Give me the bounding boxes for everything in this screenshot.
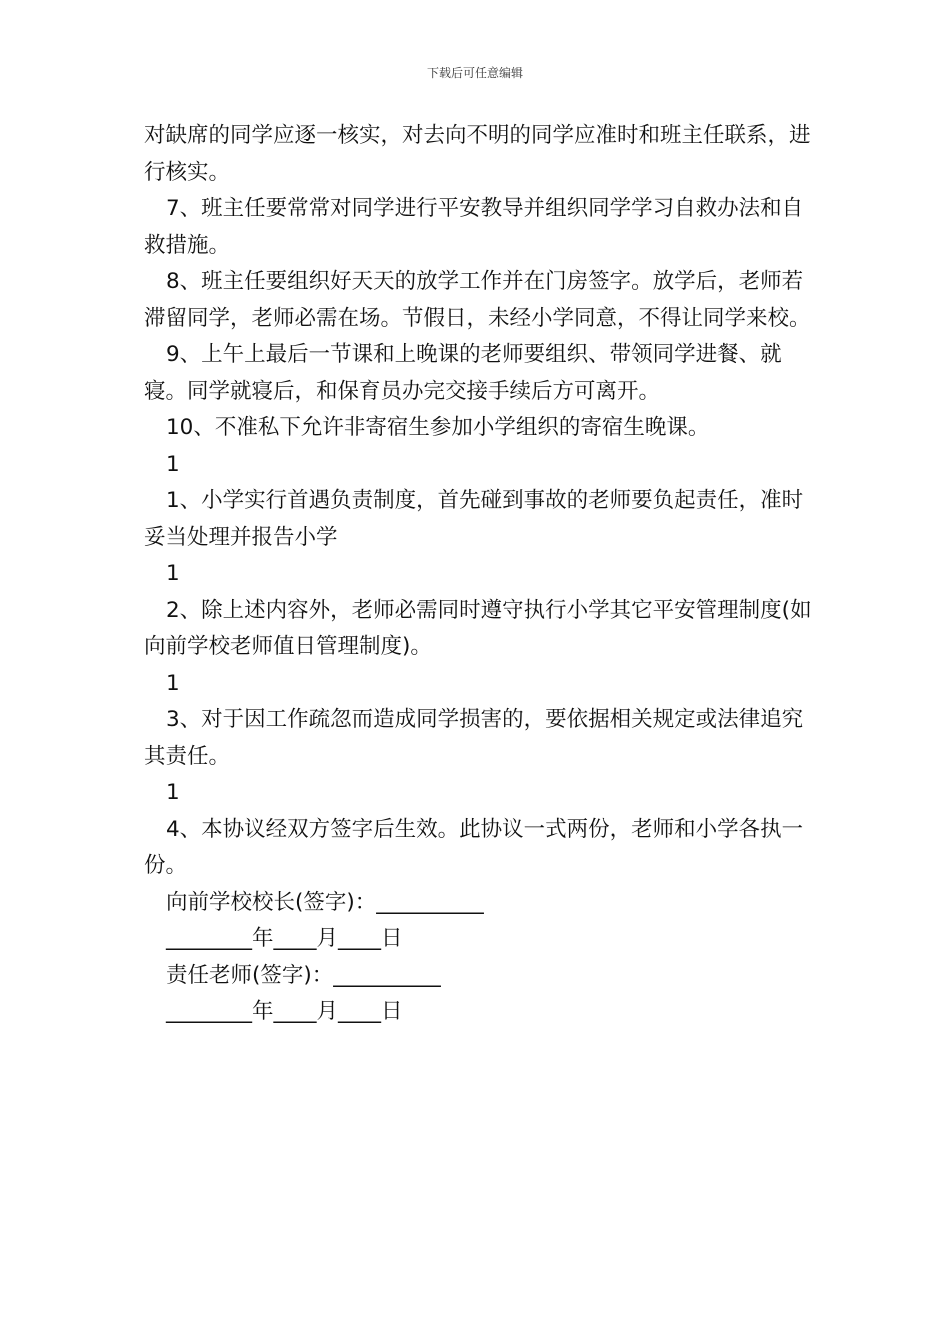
section-number: 1 (166, 451, 180, 477)
teacher-signature-line: 责任老师(签字)：__________ (166, 962, 441, 988)
clause-1: 1、小学实行首遇负责制度，首先碰到事故的老师要负起责任，准时妥当处理并报告小学 (144, 488, 804, 550)
paragraph-item-7: 7、班主任要常常对同学进行平安教导并组织同学学习自救办法和自救措施。 (144, 196, 804, 258)
principal-signature-line: 向前学校校长(签字)：__________ (166, 889, 484, 915)
page-header: 下载后可任意编辑 (426, 66, 523, 80)
teacher-date-line: ________年____月____日 (166, 999, 403, 1024)
section-number: 1 (166, 561, 180, 586)
section-number: 1 (166, 670, 180, 696)
paragraph: 对缺席的同学应逐一核实，对去向不明的同学应准时和班主任联系，进行核实。 (144, 123, 811, 185)
section-number: 1 (166, 780, 180, 805)
paragraph-item-9: 9、上午上最后一节课和上晚课的老师要组织、带领同学进餐、就寝。同学就寝后，和保育员办完交接手续后方可离开。 (144, 342, 782, 404)
paragraph-item-10: 10、不准私下允许非寄宿生参加小学组织的寄宿生晚课。 (166, 415, 710, 440)
clause-2: 2、除上述内容外，老师必需同时遵守执行小学其它平安管理制度(如向前学校老师值日管理制度)。 (144, 597, 812, 659)
principal-date-line: ________年____月____日 (166, 926, 403, 951)
paragraph-item-8: 8、班主任要组织好天天的放学工作并在门房签字。放学后，老师若滞留同学，老师必需在场。节假日，未经小学同意，不得让同学来校。 (144, 269, 811, 331)
document-body (144, 118, 824, 1031)
clause-3: 3、对于因工作疏忽而造成同学损害的，要依据相关规定或法律追究其责任。 (144, 707, 804, 769)
clause-4: 4、本协议经双方签字后生效。此协议一式两份，老师和小学各执一份。 (144, 816, 804, 878)
